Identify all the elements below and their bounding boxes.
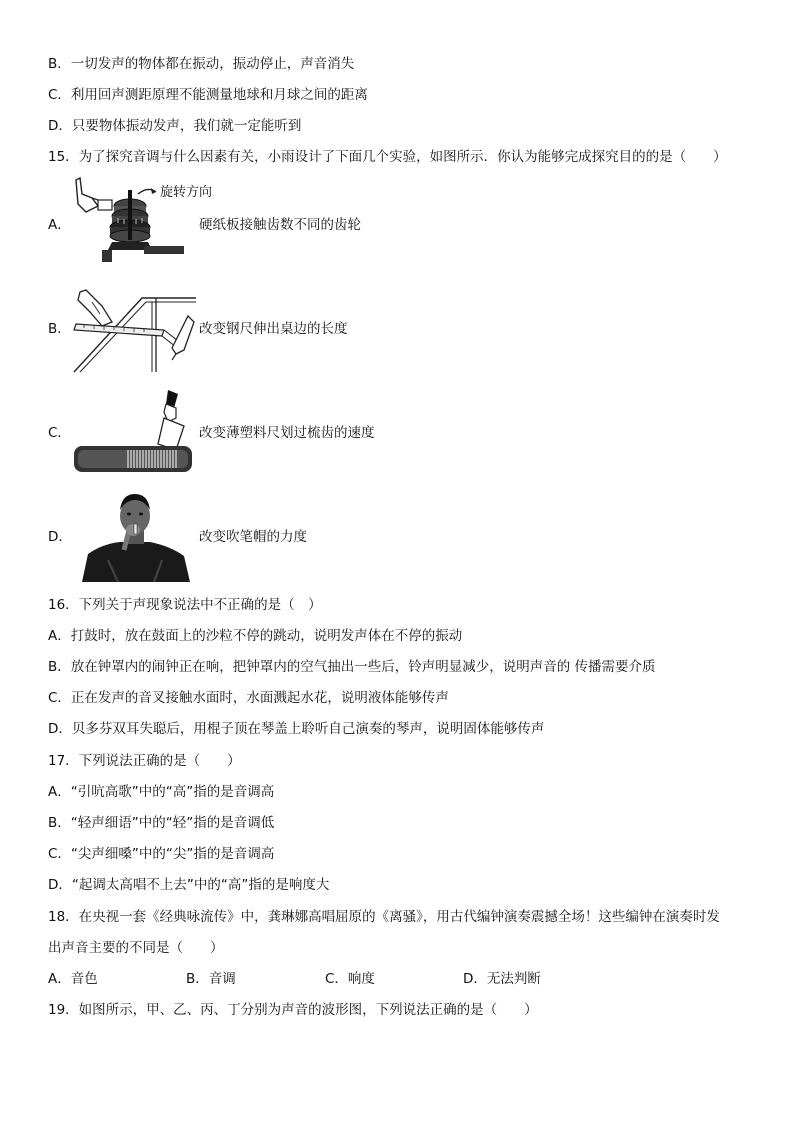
q15-option-b-label: B．: [48, 321, 71, 337]
q14-option-d: D．只要物体振动发声，我们就一定能听到: [48, 118, 302, 134]
q18-option-a: A．音色: [48, 971, 98, 987]
q18-stem-line-2: 出声音主要的不同是（ ）: [48, 940, 224, 956]
rotation-direction-label: 旋转方向: [160, 185, 213, 200]
q18-option-d: D．无法判断: [463, 971, 541, 987]
q15-option-d: [48, 490, 748, 580]
q15-stem: 15．为了探究音调与什么因素有关，小雨设计了下面几个实验，如图所示．你认为能够完成探究目的的是（ ）: [48, 149, 727, 165]
q15-option-b-caption: 改变钢尺伸出桌边的长度: [199, 321, 348, 337]
q16-option-b: B．放在钟罩内的闹钟正在响，把钟罩内的空气抽出一些后，铃声明显减少，说明声音的 传播需要介质: [48, 659, 656, 675]
q15-option-c: [48, 388, 748, 478]
q16-option-c: C．正在发声的音叉接触水面时，水面溅起水花，说明液体能够传声: [48, 690, 449, 706]
q15-option-d-caption: 改变吹笔帽的力度: [199, 529, 307, 545]
q17-stem: 17．下列说法正确的是（ ）: [48, 753, 241, 769]
comb-figure: [72, 388, 198, 474]
q18-option-b: B．音调: [186, 971, 236, 987]
q16-option-d: D．贝多芬双耳失聪后，用棍子顶在琴盖上聆听自己演奏的琴声，说明固体能够传声: [48, 721, 545, 737]
q15-option-d-label: D．: [48, 529, 72, 545]
gear-wheels-figure: [72, 176, 213, 266]
q15-option-c-label: C．: [48, 425, 71, 441]
q19-stem: 19．如图所示，甲、乙、丙、丁分别为声音的波形图，下列说法正确的是（ ）: [48, 1002, 538, 1018]
q15-option-a: [48, 176, 748, 266]
q18-option-c: C．响度: [325, 971, 375, 987]
q15-option-a-caption: 硬纸板接触齿数不同的齿轮: [199, 217, 361, 233]
q17-option-c: C．“尖声细嗓”中的“尖”指的是音调高: [48, 846, 275, 862]
q15-option-a-label: A．: [48, 217, 71, 233]
q14-option-b: B．一切发声的物体都在振动，振动停止，声音消失: [48, 56, 355, 72]
steel-ruler-figure: [72, 288, 202, 374]
q15-option-c-caption: 改变薄塑料尺划过梳齿的速度: [199, 425, 375, 441]
q17-option-a: A．“引吭高歌”中的“高”指的是音调高: [48, 784, 275, 800]
boy-blowing-pen-cap-photo: [78, 490, 192, 582]
q18-stem-line-1: 18．在央视一套《经典咏流传》中，龚琳娜高唱屈原的《离骚》，用古代编钟演奏震撼全场！这些编钟在演奏时发: [48, 909, 720, 925]
q17-option-b: B．“轻声细语”中的“轻”指的是音调低: [48, 815, 275, 831]
q16-option-a: A．打鼓时，放在鼓面上的沙粒不停的跳动，说明发声体在不停的振动: [48, 628, 463, 644]
q14-option-c: C．利用回声测距原理不能测量地球和月球之间的距离: [48, 87, 368, 103]
q15-option-b: [48, 288, 748, 378]
q16-stem: 16．下列关于声现象说法中不正确的是（ ）: [48, 597, 322, 613]
q17-option-d: D．“起调太高唱不上去”中的“高”指的是响度大: [48, 877, 330, 893]
